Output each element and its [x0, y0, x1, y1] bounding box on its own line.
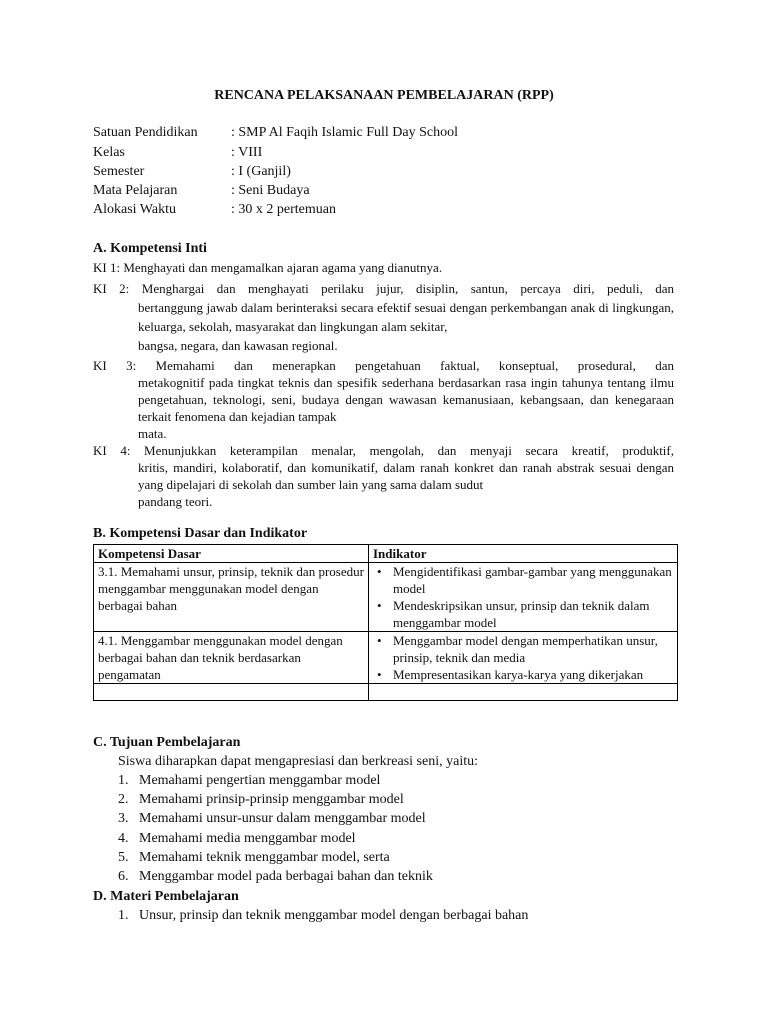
identity-label: Alokasi Waktu	[93, 202, 176, 217]
ki4-block	[93, 442, 674, 510]
ki2-first-line: KI 2: Menghargai dan menghayati perilaku jujur, disiplin, santun, percaya diri, peduli, dan	[93, 281, 674, 296]
indicator-item: • Mengidentifikasi gambar-gambar yang menggunakan model	[393, 563, 673, 597]
identity-label: Semester	[93, 164, 145, 179]
ki1-text: KI 1: Menghayati dan mengamalkan ajaran agama yang dianutnya.	[93, 260, 443, 275]
identity-value: : I (Ganjil)	[231, 164, 291, 179]
table-row	[94, 632, 678, 684]
empty-cell	[94, 684, 369, 701]
section-b-heading: B. Kompetensi Dasar dan Indikator	[93, 526, 308, 541]
list-text: Unsur, prinsip dan teknik menggambar model dengan berbagai bahan	[139, 908, 529, 923]
indicator-item: • Menggambar model dengan memperhatikan unsur, prinsip, teknik dan media	[393, 632, 673, 666]
list-number: 2.	[118, 792, 129, 807]
column-header-kd: Kompetensi Dasar	[94, 545, 369, 563]
table-header-row	[94, 545, 678, 563]
kd-cell: 3.1. Memahami unsur, prinsip, teknik dan prosedur menggambar menggunakan model dengan berbagai bahan	[94, 563, 369, 632]
column-header-indicator: Indikator	[369, 545, 678, 563]
page-title: RENCANA PELAKSANAAN PEMBELAJARAN (RPP)	[214, 88, 554, 103]
ki2-body: bertanggung jawab dalam berinteraksi secara efektif sesuai dengan perkembangan anak di lingkungan, keluarga, sekolah, masyarakat dan lingkungan alam sekitar,	[138, 300, 674, 334]
kd-cell: 4.1. Menggambar menggunakan model dengan berbagai bahan dan teknik berdasarkan pengamatan	[94, 632, 369, 684]
ki4-first-line: KI 4: Menunjukkan keterampilan menalar, mengolah, dan menyaji secara kreatif, produktif,	[93, 443, 674, 458]
list-text: Memahami teknik menggambar model, serta	[139, 850, 390, 865]
identity-value: : Seni Budaya	[231, 183, 310, 198]
indicator-cell	[369, 563, 678, 632]
ki4-body: kritis, mandiri, kolaboratif, dan komunikatif, dalam ranah konkret dan ranah abstrak sesuai dengan yang dipelajari di sekolah dan sumber lain yang sama dalam sudut	[138, 460, 674, 492]
list-text: Menggambar model pada berbagai bahan dan teknik	[139, 869, 433, 884]
list-text: Memahami prinsip-prinsip menggambar model	[139, 792, 404, 807]
list-number: 3.	[118, 811, 129, 826]
competency-table	[93, 544, 678, 701]
ki3-block	[93, 357, 674, 442]
ki2-last-line: bangsa, negara, dan kawasan regional.	[138, 338, 338, 353]
list-number: 4.	[118, 831, 129, 846]
indicator-item: • Mempresentasikan karya-karya yang dikerjakan	[393, 666, 673, 683]
ki3-last-line: mata.	[138, 426, 167, 441]
indicator-cell	[369, 632, 678, 684]
ki4-last-line: pandang teori.	[138, 494, 213, 509]
section-a-heading: A. Kompetensi Inti	[93, 241, 207, 256]
list-number: 1.	[118, 908, 129, 923]
table-row-empty	[94, 684, 678, 701]
list-text: Memahami media menggambar model	[139, 831, 356, 846]
section-c-heading: C. Tujuan Pembelajaran	[93, 735, 241, 750]
list-number: 5.	[118, 850, 129, 865]
ki3-body: metakognitif pada tingkat teknis dan spesifik sederhana berdasarkan rasa ingin tahunya tentang ilmu pengetahuan, teknologi, seni, budaya dengan wawasan kemanusiaan, kebangsaan, dan kenegaraan terkait fenomena dan kejadian tampak	[138, 375, 674, 424]
identity-value: : 30 x 2 pertemuan	[231, 202, 336, 217]
empty-cell	[369, 684, 678, 701]
ki2-block	[93, 279, 674, 355]
ki3-first-line: KI 3: Memahami dan menerapkan pengetahuan faktual, konseptual, prosedural, dan	[93, 358, 674, 373]
list-text: Memahami pengertian menggambar model	[139, 773, 381, 788]
list-text: Memahami unsur-unsur dalam menggambar model	[139, 811, 426, 826]
indicator-list	[373, 632, 673, 683]
identity-value: : VIII	[231, 145, 263, 160]
table-row	[94, 563, 678, 632]
indicator-item: • Mendeskripsikan unsur, prinsip dan teknik dalam menggambar model	[393, 597, 673, 631]
indicator-list	[373, 563, 673, 631]
list-number: 1.	[118, 773, 129, 788]
identity-label: Satuan Pendidikan	[93, 125, 198, 140]
section-d-heading: D. Materi Pembelajaran	[93, 889, 239, 904]
list-number: 6.	[118, 869, 129, 884]
identity-label: Mata Pelajaran	[93, 183, 178, 198]
goal-intro: Siswa diharapkan dapat mengapresiasi dan berkreasi seni, yaitu:	[118, 754, 478, 769]
identity-label: Kelas	[93, 145, 125, 160]
identity-value: : SMP Al Faqih Islamic Full Day School	[231, 125, 458, 140]
